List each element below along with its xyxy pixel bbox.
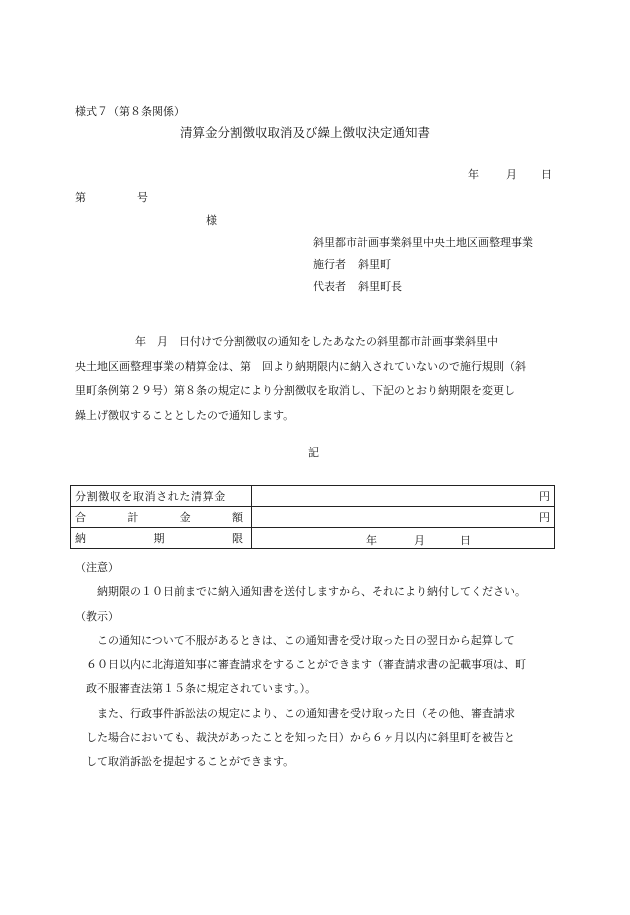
executor-label: 施行者 bbox=[313, 258, 346, 271]
ki-heading: 記 bbox=[308, 446, 319, 459]
label-total-amount: 合 計 金 額 bbox=[71, 507, 252, 528]
issuer-executor bbox=[313, 256, 391, 272]
value-total-amount bbox=[252, 507, 555, 528]
instruction-line-4: また、行政事件訴訟法の規定により、この通知書を受け取った日（その他、審査請求 bbox=[97, 706, 515, 720]
label-due-date: 納 期 限 bbox=[71, 528, 252, 549]
rep-label: 代表者 bbox=[313, 280, 346, 293]
doc-number-prefix: 第 bbox=[75, 191, 86, 204]
due-day: 日 bbox=[460, 534, 471, 547]
body-line-1: 年 月 日付けで分割徴収の通知をしたあなたの斜里都市計画事業斜里中 bbox=[135, 335, 498, 348]
body-line-2: 央土地区画整理事業の精算金は、第 回より納期限内に納入されていないので施行規則（斜 bbox=[75, 359, 526, 373]
document-title: 清算金分割徴収取消及び繰上徴収決定通知書 bbox=[180, 125, 431, 140]
issuer-project: 斜里都市計画事業斜里中央土地区画整理事業 bbox=[313, 236, 533, 249]
yen-unit: 円 bbox=[539, 490, 550, 503]
table-row bbox=[71, 528, 555, 549]
table-row bbox=[71, 486, 555, 507]
caution-heading: （注意） bbox=[75, 561, 119, 574]
recipient-suffix: 様 bbox=[206, 214, 217, 227]
yen-unit: 円 bbox=[539, 511, 550, 524]
form-number: 様式７（第８条関係） bbox=[75, 105, 185, 118]
label-cancelled-amount: 分割徴収を取消された清算金 bbox=[71, 486, 252, 507]
instruction-line-5: した場合においても、裁決があったことを知った日）から６ヶ月以内に斜里町を被告と bbox=[86, 731, 515, 745]
instruction-line-6: して取消訴訟を提起することができます。 bbox=[86, 755, 295, 769]
value-cancelled-amount bbox=[252, 486, 555, 507]
value-due-date bbox=[252, 528, 555, 549]
executor-name: 斜里町 bbox=[358, 258, 391, 271]
instruction-line-3: 政不服審査法第１５条に規定されています。）。 bbox=[86, 682, 317, 696]
doc-number-suffix: 号 bbox=[137, 191, 148, 204]
instruction-line-1: この通知について不服があるときは、この通知書を受け取った日の翌日から起算して bbox=[97, 633, 515, 647]
caution-text: 納期限の１０日前までに納入通知書を送付しますから、それにより納付してください。 bbox=[97, 585, 526, 599]
rep-name: 斜里町長 bbox=[358, 280, 402, 293]
body-line-4: 繰上げ徴収することとしたので通知します。 bbox=[75, 408, 295, 422]
issuer-representative bbox=[313, 278, 402, 294]
due-month: 月 bbox=[414, 534, 425, 547]
instruction-heading: （教示） bbox=[75, 609, 119, 623]
table-row bbox=[71, 507, 555, 528]
date-month-label: 月 bbox=[506, 168, 517, 181]
body-line-3: 里町条例第２９号）第８条の規定により分割徴収を取消し、下記のとおり納期限を変更し bbox=[75, 384, 515, 398]
body-paragraph bbox=[75, 330, 555, 428]
amount-table bbox=[70, 485, 555, 549]
due-year: 年 bbox=[366, 534, 377, 547]
notes-section bbox=[75, 556, 526, 775]
instruction-line-2: ６０日以内に北海道知事に審査請求をすることができます（審査請求書の記載事項は、町 bbox=[86, 658, 526, 672]
date-day-label: 日 bbox=[541, 168, 552, 181]
date-year-label: 年 bbox=[468, 168, 479, 181]
